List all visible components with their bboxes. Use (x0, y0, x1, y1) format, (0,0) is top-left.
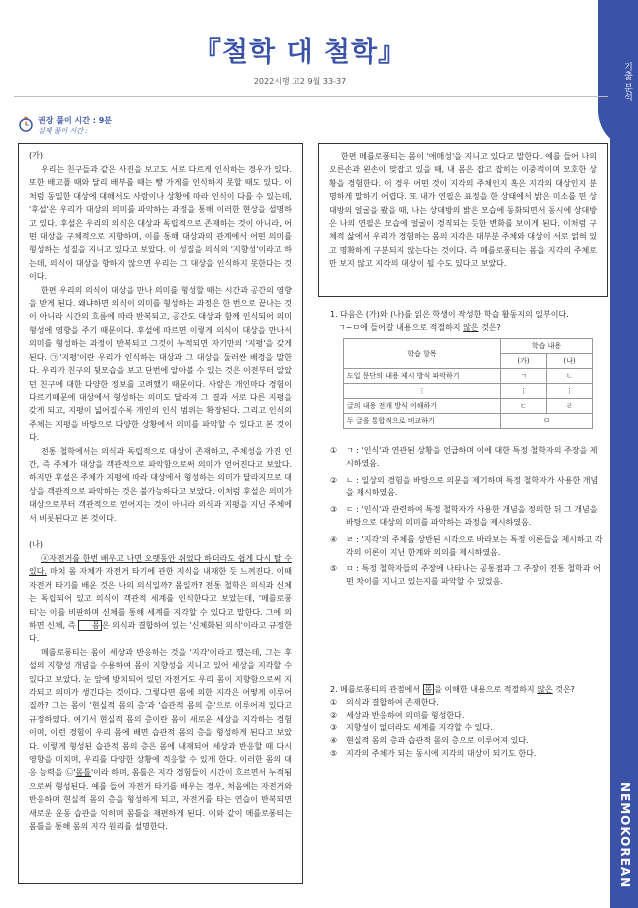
table-row: 두 글을 통합적으로 비교하기 ㅁ (344, 414, 593, 429)
question-1-options (330, 445, 605, 593)
table-row: 도입 문단의 내용 제시 방식 파악하기 ㄱ ㄴ (344, 369, 593, 384)
question-2-stem: 2. 메를로퐁티의 관점에서 몸 을 이해한 내용으로 적절하지 않은 것은? (330, 685, 575, 694)
table-header-item: 학습 항목 (344, 339, 501, 369)
passage-right-paragraph: 한편 메를로퐁티는 몸이 '애매성'을 지니고 있다고 말한다. 예를 들어 나의 오른손과 왼손이 맞잡고 있을 때, 내 몸은 잡고 잡히는 이중적이며 모호한 상황을 경험한다. 이 경우 어떤 것이 지각의 주체인지 혹은 지각의 대상인지 분명하게 말하기 어렵다. 또 내가 연필은 표정을 한 상태에서 밝은 미소를 띤 상대방의 얼굴을 봤을 때, 나는 상대방의 밝은 모습에 동화되면서 동시에 상대방은 나의 연필은 모습에 얼굴이 경직되는 듯한 변화를 보이게 된다. 이처럼 구체적 삶에서 우리가 경험하는 몸의 지각은 대부분 주체와 대상이 서로 얽혀 있고 명확하게 구분되지 않는다는 것이다. 즉 메를로퐁티는 몸을 지각의 주체로만 보지 않고 지각의 대상이 될 수도 있다고 보았다. (329, 152, 597, 269)
question-1 (330, 308, 600, 334)
boxed-term-body: 몸 (78, 620, 102, 631)
answer-option[interactable]: ④ 현실적 몸의 층과 습관적 몸의 층으로 이루어져 있다. (330, 736, 529, 746)
underlined-term-momtl: 몸틀 (75, 768, 91, 778)
table-row: 글의 내용 전개 방식 이해하기 ㄷ ㄹ (344, 399, 593, 414)
table-header-na: (나) (547, 354, 593, 369)
side-label: 기출 분석 (622, 62, 632, 101)
answer-option[interactable]: ⑤ 지각의 주체가 되는 동시에 지각의 대상이 되기도 한다. (330, 748, 537, 758)
passage-tag-ga: (가) (29, 151, 43, 160)
page-title: 『철학 대 철학』 (193, 37, 407, 68)
passage-na-paragraph-2: 메를로퐁티는 몸이 세상과 반응하는 것을 '지각'이라고 했는데, 그는 후설의 지향성 개념을 수용하여 몸이 지향성을 지니고 있어 세상을 지각할 수 있다고 보았다. 눈 앞에 방치되어 있던 자전거도 우리 몸이 지향함으로써 지각되고 의미가 생긴다는 것이다. 그렇다면 몸에 의한 지각은 어떻게 이루어질까? 그는 몸이 '현실적 몸의 층'과 '습관적 몸의 층'으로 이루어져 있다고 규정하였다. 여기서 현실적 몸의 층이란 몸이 새로운 세상을 지각하는 경험이며, 이런 경험이 우리 몸에 배면 습관적 몸의 층을 형성하게 된다고 보았다. 이렇게 형성된 습관적 몸의 층은 몸에 내재되어 세상과 반응할 때 다시 영향을 미치며, 우리를 다양한 상황에 적응할 수 있게 한다. 이러한 몸의 대응 능력을 ㉡'몸틀'이라 하며, 몸틀은 지각 경험들이 시간이 흐르면서 누적됨으로써 형성된다. 예를 들어 자전거 타기를 배우는 경우, 처음에는 자전거와 반응하며 현실적 몸의 층을 형성하게 되고, 자전거를 타는 연습이 반복되면 새로운 운동 습관을 익히며 몸틀을 재편하게 된다. 이와 같이 메를로퐁티는 몸틀을 통해 몸의 지각 원리를 설명한다. (29, 647, 292, 832)
passage-ga-paragraph-2: 한편 우리의 의식이 대상을 만나 의미를 형성할 때는 시간과 공간의 영향을 받게 된다. 왜냐하면 의식이 의미를 형성하는 과정은 한 번으로 끝나는 것이 아니라 시간의 흐름에 따라 반복되고, 공간도 대상과 함께 인식되어 의미 형성에 영향을 주기 때문이다. 후설에 따르면 이렇게 의식이 대상을 만나서 의미를 형성하는 과정이 반복되고 그것이 누적되면 자기만의 '지평'을 갖게 된다. ㉠'지평'이란 우리가 인식하는 대상과 그 대상을 둘러싼 배경을 말한다. 우리가 친구의 뒷모습을 보고 단번에 알아볼 수 있는 것은 이전부터 알았던 친구에 대한 다양한 정보를 고려했기 때문이다. 사람은 개인마다 경험이 다르기때문에 대상에서 형성하는 의미도 달라져 그 결과 서로 다른 지평을 갖게 되고, 지평이 넓어질수록 개인의 인식 범위는 확장된다. 그리고 인식의 주체는 지평을 바탕으로 다양한 상황에서 의미를 파악할 수 있다고 본 것이다. (29, 285, 292, 443)
table-header-content: 학습 내용 (501, 339, 593, 354)
answer-option[interactable]: ⑤ ㅁ : 특정 철학자들의 주장에 나타나는 공통점과 그 주장이 전통 철학과 어떤 차이를 지니고 있는지를 파악할 수 있었음. (330, 564, 601, 587)
table-header-ga: (가) (501, 354, 547, 369)
answer-option[interactable]: ③ ㄷ : '인식'과 관련하여 특정 철학자가 사용한 개념을 정의한 뒤 그 개념을 바탕으로 대상의 의미를 파악하는 과정을 제시하였음. (330, 505, 598, 527)
passage-box-left (18, 143, 303, 884)
answer-option[interactable]: ② ㄴ : 일상의 경험을 바탕으로 의문을 제기하며 특정 철학자가 사용한 개념을 제시하였음. (330, 475, 599, 498)
stopwatch-icon (18, 116, 34, 132)
answer-option[interactable]: ① 의식과 결합하여 존재한다. (330, 697, 439, 707)
question-2 (330, 684, 605, 761)
passage-tag-na: (나) (29, 539, 43, 549)
recommended-time: 권장 풀이 시간 : 9분 (38, 116, 113, 125)
answer-option[interactable]: ④ ㄹ : '지각'의 주체를 상반된 시각으로 바라보는 특정 이론들을 제시하고 각각의 이론이 지닌 한계와 의의를 제시하였음. (330, 534, 603, 557)
table-row: ⋮ ⋮ ⋮ (344, 384, 593, 399)
learning-table (343, 338, 593, 429)
answer-option[interactable]: ① ㄱ : '인식'과 연관된 상황을 언급하며 이에 대한 특정 철학자의 주장을 제시하였음. (330, 446, 598, 468)
answer-option[interactable]: ② 세상과 반응하여 의미를 형성한다. (330, 710, 465, 720)
brand-label: NEMOKOREAN (618, 781, 632, 888)
actual-time: 실제 풀이 시간 : (38, 127, 88, 135)
passage-box-right (318, 143, 608, 297)
passage-na-paragraph-1: ⓐ자전거를 한번 배우고 나면 오랫동안 쉬었다 하더라도 쉽게 다시 탈 수 있다. 마치 몸 자체가 자전거 타기에 관한 지식을 내재한 듯 느껴진다. 이때 자전거 타기를 배운 것은 나의 의식일까? 몸일까? 전통 철학은 의식과 신체는 독립되어 있고 의식이 객관적 세계를 인식한다고 보았는데, '메를로퐁티'는 이를 비판하며 신체를 통해 세계를 지각할 수 있다고 말한다. 그에 의하면 신체, 즉 몸 은 의식과 결합하여 있는 '신체화된 의식'이라고 규정한다. (29, 553, 293, 644)
question-1-instruction: ㄱ~ㅁ에 들어갈 내용으로 적절하지 않은 것은? (338, 323, 501, 332)
underlined-sentence-a: ⓐ자전거를 한번 배우고 나면 오랫동안 쉬었다 하더라도 쉽게 다시 탈 수 있다. (29, 553, 292, 577)
passage-ga-paragraph-1: 우리는 친구들과 같은 사진을 보고도 서로 다르게 인식하는 경우가 있다. 또한 배고플 때와 달리 배부를 때는 빵 가게를 인식하지 못할 때도 있다. 이처럼 동일한 대상에 대해서도 사람이나 상황에 따라 인식이 다를 수 있는데, '후설'은 우리가 대상의 의미를 파악하는 과정을 통해 이러한 현상을 설명하고 있다. 후설은 우리의 의식은 대상과 독립적으로 존재하는 것이 아니라, 어떤 대상을 구체적으로 지향하며, 이를 통해 대상과의 관계에서 어떤 의미를 형성하는 성질을 지니고 있다고 보았다. 이 성질을 의식의 '지향성'이라고 하는데, 의식이 대상을 향하지 않으면 우리는 그 대상을 인식하지 못한다는 것이다. (29, 165, 292, 282)
answer-option[interactable]: ③ 지향성이 없더라도 세계를 지각할 수 있다. (330, 723, 493, 733)
header-divider (14, 96, 608, 97)
page-subtitle: 2022시행 고2 9월 33-37 (253, 77, 347, 86)
question-1-stem: 1. 다음은 (가)와 (나)를 읽은 학생이 작성한 학습 활동지의 일부이다. (330, 310, 569, 319)
passage-ga-paragraph-3: 전통 철학에서는 의식과 독립적으로 대상이 존재하고, 주체성을 가진 인간, 즉 주체가 대상을 객관적으로 파악함으로써 의미가 얻어진다고 보았다. 하지만 후설은 주체가 지평에 따라 대상에서 형성하는 의미가 달라지므로 대상을 객관적으로 파악하는 것은 불가능하다고 보았다. 이처럼 후설은 의미가 대상으로부터 객관적으로 얻어지는 것이 아니라 의식과 지평을 지닌 주체에서 비롯된다고 본 것이다. (29, 446, 292, 523)
